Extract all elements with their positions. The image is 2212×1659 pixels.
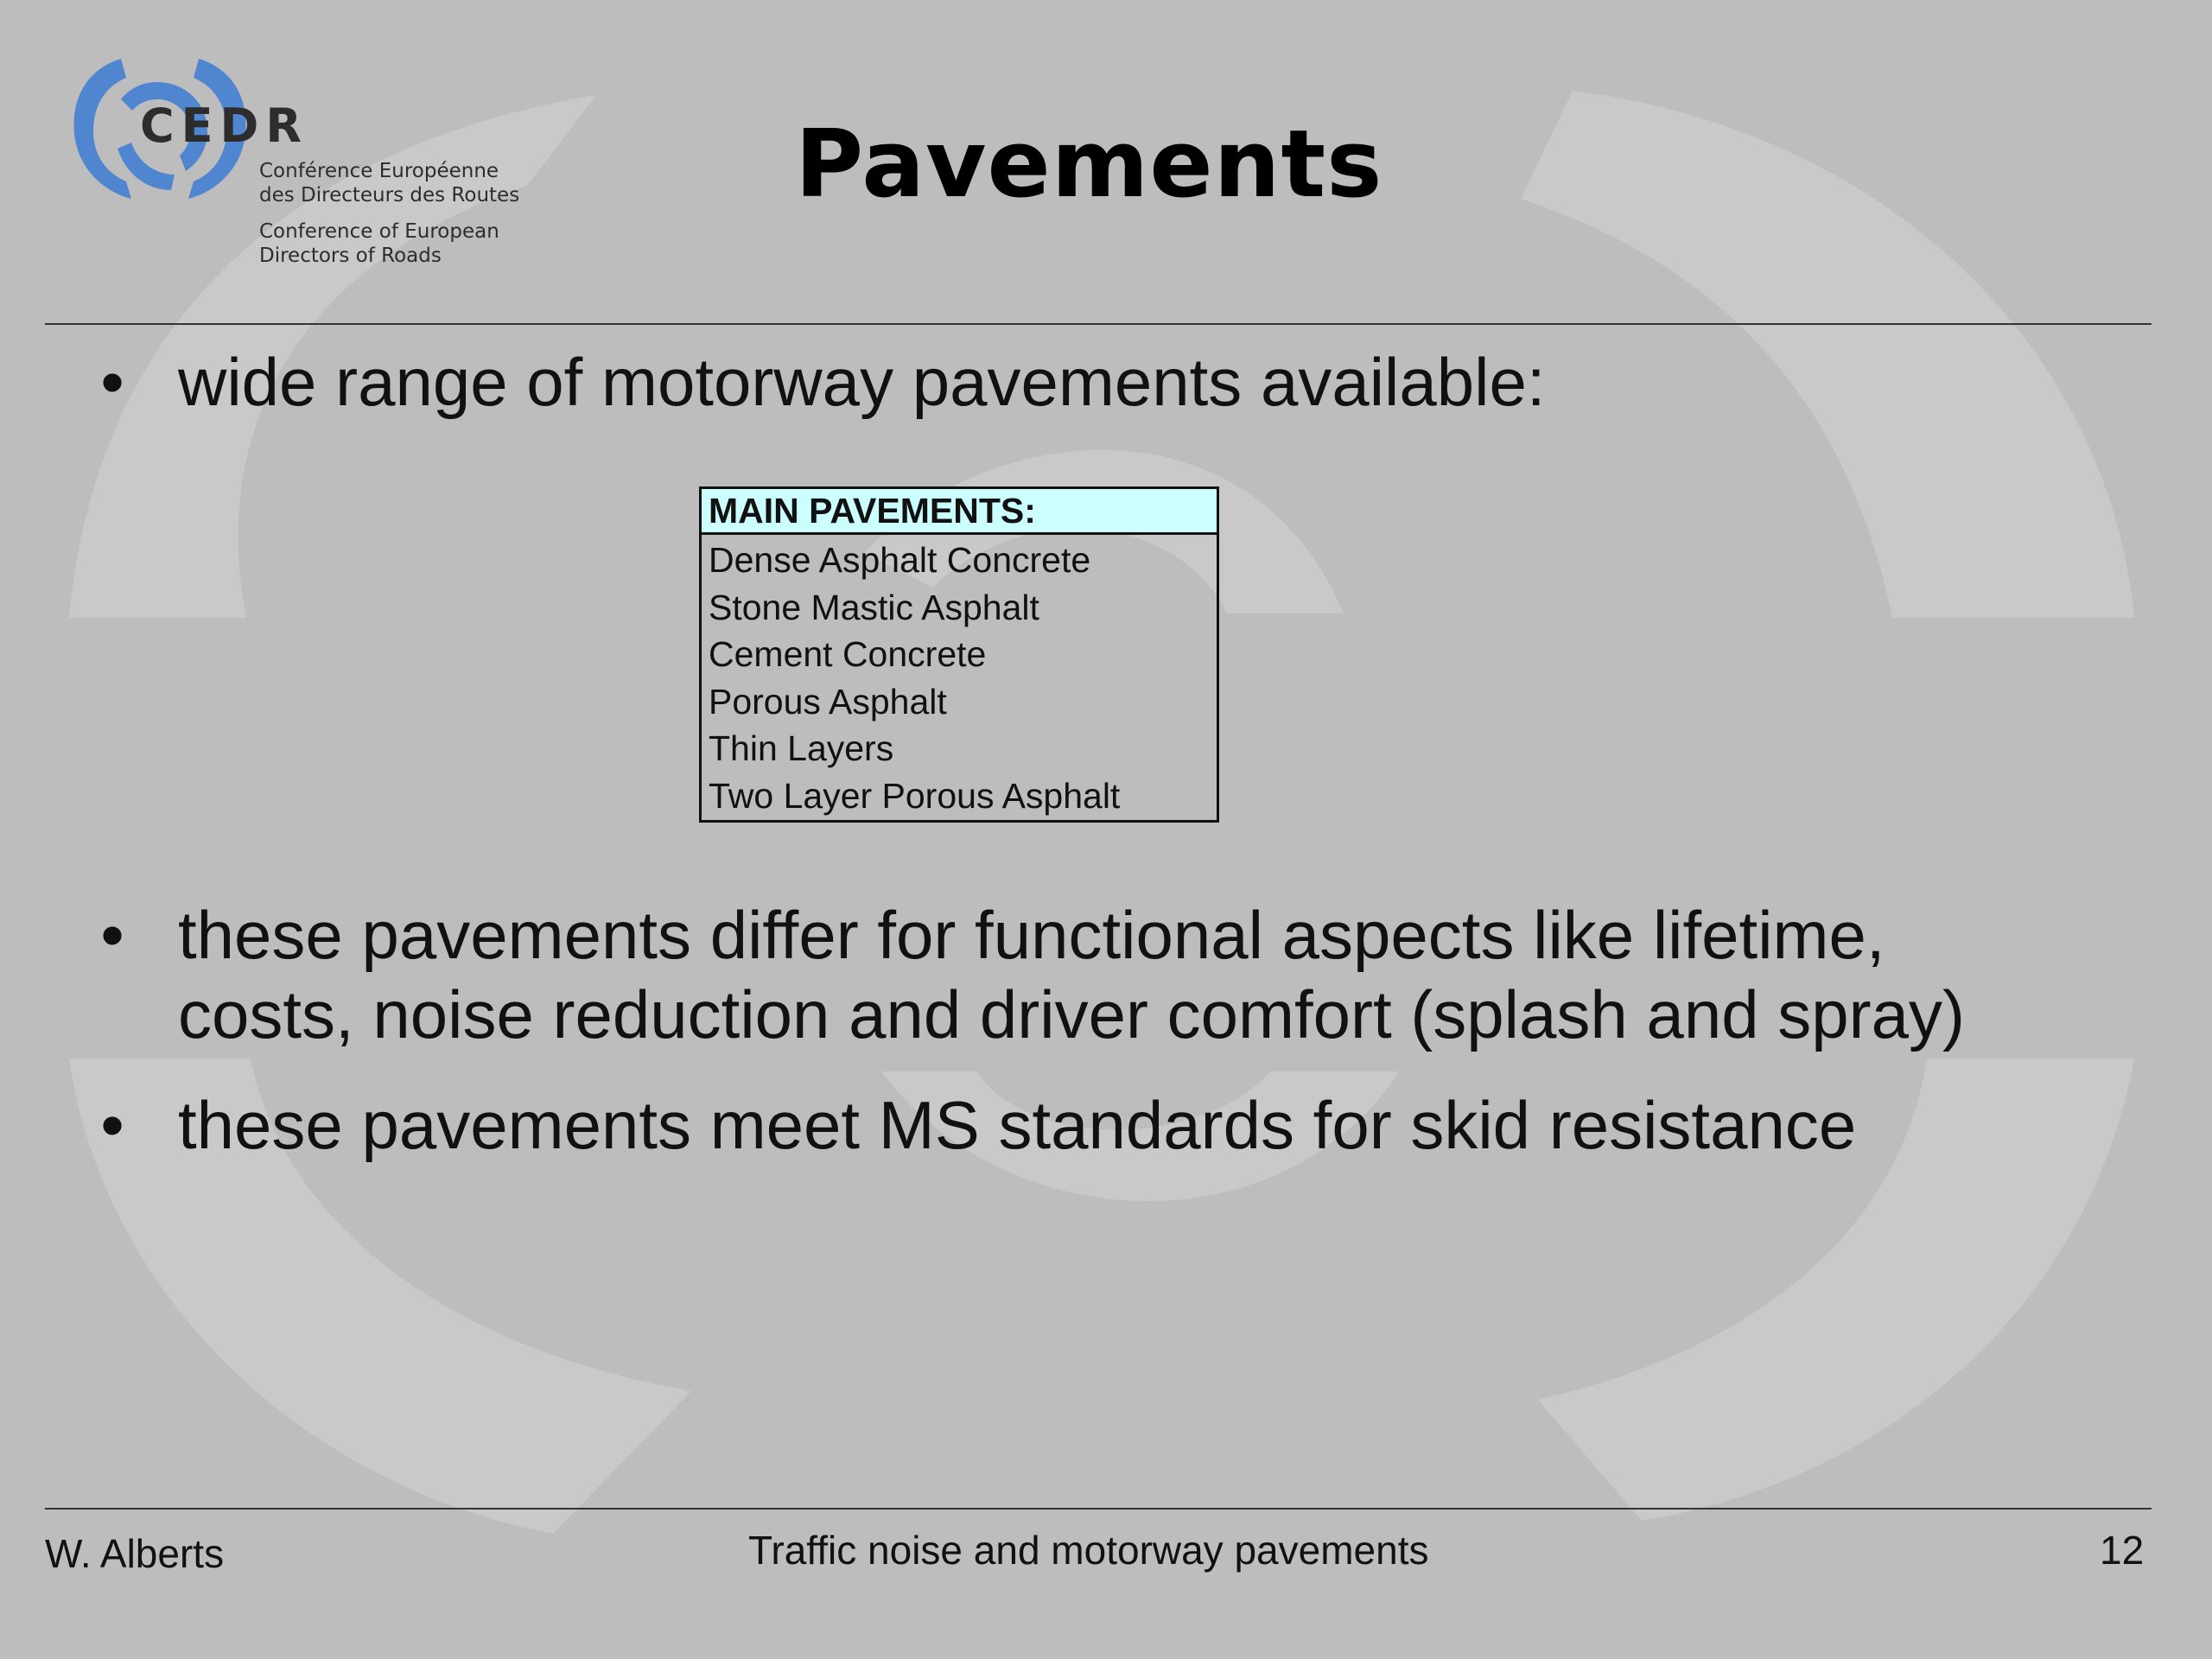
table-row: Two Layer Porous Asphalt bbox=[709, 775, 1121, 816]
logo-line-fr-1: Conférence Européenne bbox=[259, 160, 499, 182]
logo-line-fr-2: des Directeurs des Routes bbox=[259, 184, 520, 207]
header-divider bbox=[45, 323, 2152, 325]
bullet-icon: • bbox=[100, 897, 124, 973]
logo-line-en-1: Conference of European bbox=[259, 220, 499, 243]
footer-author: W. Alberts bbox=[45, 1531, 225, 1576]
table-row: Cement Concrete bbox=[709, 634, 987, 675]
bullet-text: wide range of motorway pavements available: bbox=[178, 344, 1546, 420]
logo-line-en-2: Directors of Roads bbox=[259, 245, 442, 267]
bullet-item bbox=[95, 895, 2186, 1054]
bullet-icon: • bbox=[100, 1087, 124, 1163]
table-row: Dense Asphalt Concrete bbox=[709, 540, 1091, 580]
bullet-text-line: these pavements differ for functional aspects like lifetime, bbox=[178, 897, 1885, 973]
logo-wordmark: CEDR bbox=[140, 99, 308, 153]
cedr-logo bbox=[69, 52, 536, 276]
bullet-item bbox=[95, 342, 2152, 422]
pavements-table bbox=[699, 486, 1219, 823]
table-row: Thin Layers bbox=[709, 728, 894, 769]
footer-subject: Traffic noise and motorway pavements bbox=[748, 1528, 1429, 1573]
page-number: 12 bbox=[2100, 1528, 2145, 1573]
table-header: MAIN PAVEMENTS: bbox=[702, 489, 1217, 535]
footer-divider bbox=[45, 1508, 2152, 1510]
bullet-icon: • bbox=[100, 344, 124, 420]
table-row: Porous Asphalt bbox=[709, 681, 947, 721]
table-row: Stone Mastic Asphalt bbox=[709, 587, 1039, 627]
slide-title: Pavements bbox=[795, 111, 1383, 219]
bullet-text-line: costs, noise reduction and driver comfort (splash and spray) bbox=[178, 976, 1965, 1052]
bullet-text: these pavements meet MS standards for skid resistance bbox=[178, 1087, 1857, 1163]
bullet-item bbox=[95, 1085, 2152, 1165]
